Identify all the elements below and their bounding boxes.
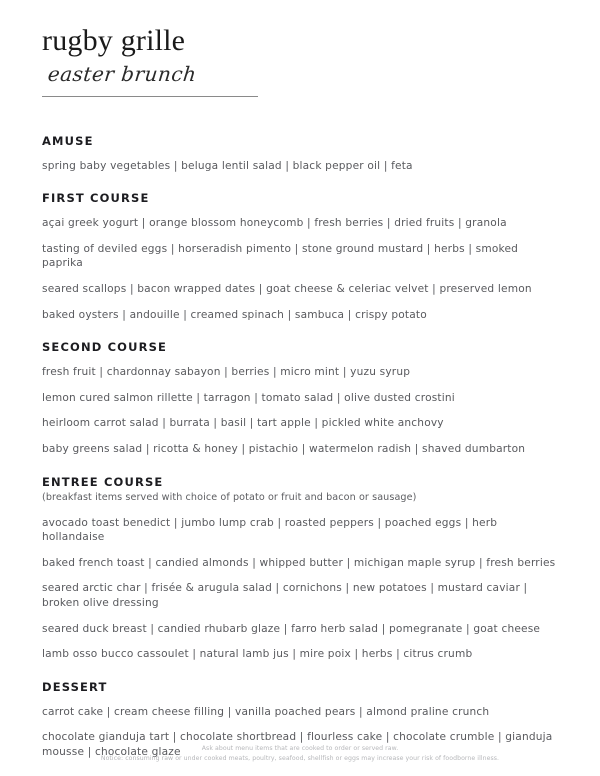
menu-sections [42, 116, 558, 760]
menu-section-second-course [42, 322, 558, 456]
menu-section-first-course [42, 173, 558, 322]
header-divider [42, 96, 258, 97]
menu-item: spring baby vegetables | beluga lentil salad | black pepper oil | feta [42, 159, 413, 172]
section-heading-entree-course: ENTREE COURSE [42, 474, 164, 489]
restaurant-name: rugby grille [42, 24, 186, 57]
menu-item: tasting of deviled eggs | horseradish pimento | stone ground mustard | herbs | smoked paprika [42, 242, 519, 270]
menu-occasion-subtitle: easter brunch [46, 61, 198, 86]
menu-item: baby greens salad | ricotta & honey | pistachio | watermelon radish | shaved dumbarton [42, 442, 526, 455]
menu-item: seared duck breast | candied rhubarb glaze | farro herb salad | pomegranate | goat cheese [42, 622, 541, 635]
menu-header [42, 0, 558, 97]
menu-section-entree-course [42, 457, 558, 662]
section-heading-first-course: FIRST COURSE [42, 191, 150, 206]
menu-item: lemon cured salmon rillette | tarragon | tomato salad | olive dusted crostini [42, 391, 455, 404]
section-heading-second-course: SECOND COURSE [42, 340, 168, 355]
menu-item: chocolate gianduja tart | chocolate shortbread | flourless cake | chocolate crumble | gianduja mousse | chocolate glaze [42, 731, 553, 759]
menu-item: heirloom carrot salad | burrata | basil | tart apple | pickled white anchovy [42, 417, 444, 430]
menu-item: lamb osso bucco cassoulet | natural lamb jus | mire poix | herbs | citrus crumb [42, 648, 473, 661]
footer-disclaimer-line-1: Ask about menu items that are cooked to order or served raw. [201, 744, 399, 752]
menu-item: carrot cake | cream cheese filling | vanilla poached pears | almond praline crunch [42, 705, 490, 718]
section-subtitle-entree-course: (breakfast items served with choice of potato or fruit and bacon or sausage) [42, 491, 417, 503]
section-heading-dessert: DESSERT [42, 679, 108, 694]
menu-section-amuse [42, 116, 558, 174]
menu-item: baked oysters | andouille | creamed spinach | sambuca | crispy potato [42, 308, 427, 321]
menu-footer-disclaimer [0, 744, 600, 764]
menu-item: açai greek yogurt | orange blossom honeycomb | fresh berries | dried fruits | granola [42, 217, 507, 230]
section-heading-amuse: AMUSE [42, 133, 94, 148]
footer-disclaimer-line-2: Notice: consuming raw or under cooked meats, poultry, seafood, shellfish or eggs may increase your risk of foodborne illness. [100, 754, 500, 762]
menu-item: baked french toast | candied almonds | whipped butter | michigan maple syrup | fresh berries [42, 556, 556, 569]
menu-item: seared scallops | bacon wrapped dates | goat cheese & celeriac velvet | preserved lemon [42, 282, 532, 295]
menu-item: avocado toast benedict | jumbo lump crab | roasted peppers | poached eggs | herb hollandaise [42, 516, 498, 544]
menu-item: seared arctic char | frisée & arugula salad | cornichons | new potatoes | mustard caviar | broken olive dressing [42, 582, 528, 610]
menu-item: fresh fruit | chardonnay sabayon | berries | micro mint | yuzu syrup [42, 366, 411, 379]
